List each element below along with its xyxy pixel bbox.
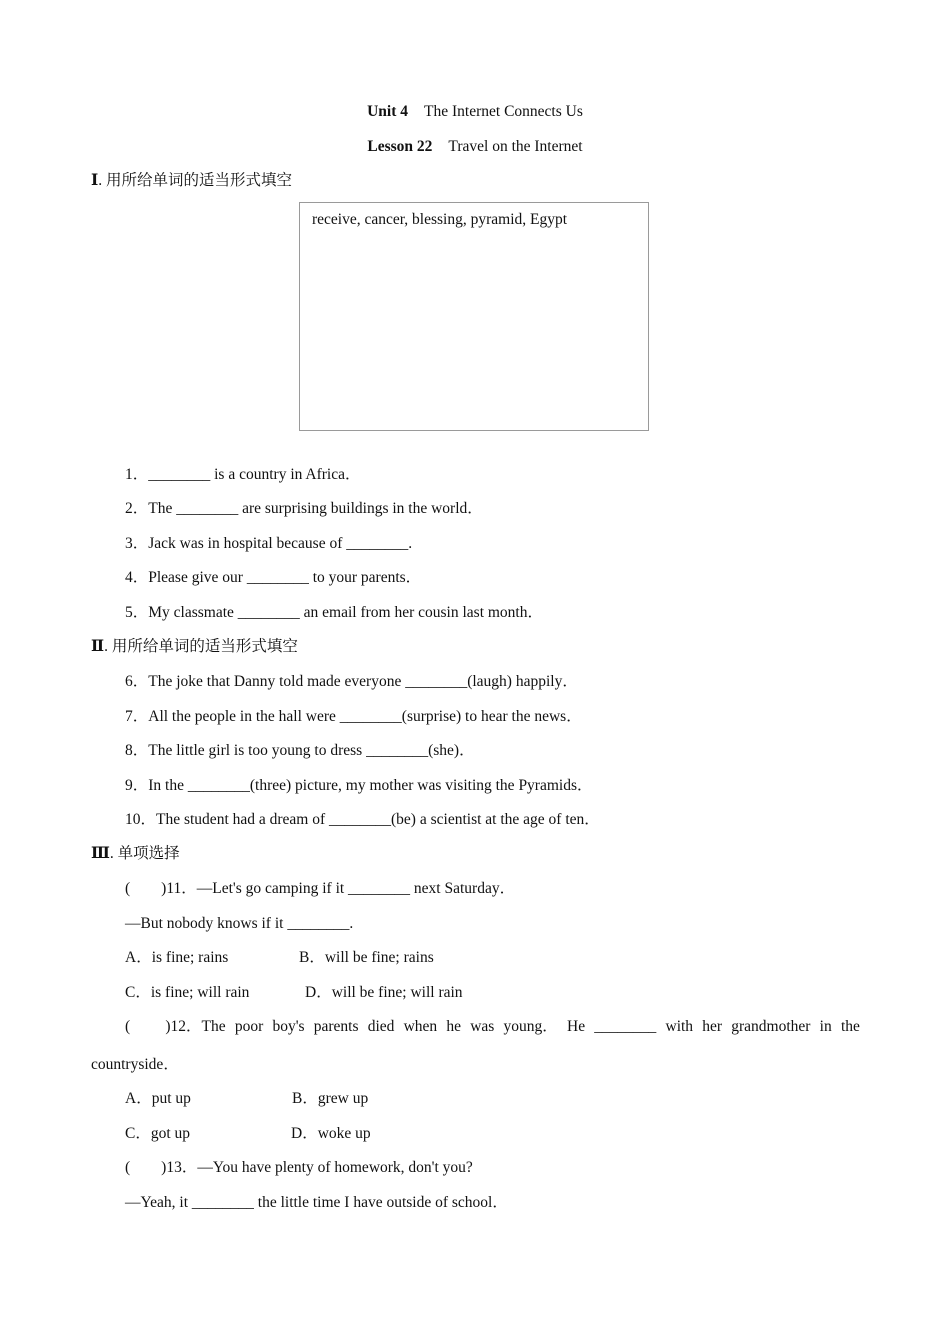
lesson-heading — [0, 137, 950, 157]
q12-word: grandmother — [731, 1018, 811, 1035]
unit-heading — [0, 102, 950, 122]
word-bank-box — [299, 202, 649, 431]
q12-word: parents — [313, 1018, 359, 1035]
section-2-heading — [91, 637, 298, 657]
lesson-title: Travel on the Internet — [448, 138, 583, 155]
question-12-prompt — [125, 1017, 860, 1037]
question-9: 9．In the ________(three) picture, my mother was visiting the Pyramids． — [125, 777, 593, 794]
unit-label: Unit 4 — [367, 103, 409, 120]
question-4: 4．Please give our ________ to your parents． — [125, 569, 422, 586]
q12-word: her — [702, 1018, 723, 1035]
section-3-title: . 单项选择 — [109, 845, 180, 862]
question-1: 1．________ is a country in Africa． — [125, 466, 361, 483]
q12-word: died — [367, 1018, 395, 1035]
q12-word: poor — [234, 1018, 264, 1035]
question-11-reply: —But nobody knows if it ________. — [125, 915, 354, 932]
question-7: 7．All the people in the hall were ________(surprise) to hear the news． — [125, 708, 582, 725]
q12-word: )12．The — [165, 1018, 226, 1035]
question-11-prompt: ( )11．—Let's go camping if it ________ next Saturday． — [125, 880, 516, 897]
question-8: 8．The little girl is too young to dress ________(she)． — [125, 742, 475, 759]
question-11-option-d: D．will be fine; will rain — [305, 984, 463, 1001]
word-bank-text: receive, cancer, blessing, pyramid, Egypt — [312, 211, 568, 228]
lesson-label: Lesson 22 — [367, 138, 433, 155]
section-3-numeral: Ⅲ — [91, 845, 110, 862]
question-10: 10．The student had a dream of ________(be) a scientist at the age of ten． — [125, 811, 600, 828]
section-1-heading — [91, 171, 292, 191]
q12-word: when — [403, 1018, 438, 1035]
question-13-prompt: ( )13．—You have plenty of homework, don't you? — [125, 1159, 473, 1176]
unit-title: The Internet Connects Us — [424, 103, 583, 120]
q12-word: with — [665, 1018, 694, 1035]
question-11-option-a: A．is fine; rains — [125, 949, 229, 966]
q12-word: young． — [503, 1018, 558, 1035]
question-12-option-d: D．woke up — [291, 1125, 371, 1142]
question-12-continuation: countryside． — [91, 1056, 179, 1073]
q12-word: in — [819, 1018, 832, 1035]
section-2-numeral: Ⅱ — [91, 638, 105, 655]
question-3: 3．Jack was in hospital because of ________. — [125, 535, 413, 552]
section-1-numeral: Ⅰ — [91, 172, 99, 189]
q12-word: ________ — [594, 1018, 657, 1035]
section-1-title: . 用所给单词的适当形式填空 — [98, 172, 293, 189]
question-12-option-b: B．grew up — [292, 1090, 369, 1107]
q12-word: the — [840, 1018, 860, 1035]
section-2-title: . 用所给单词的适当形式填空 — [104, 638, 298, 655]
q12-word: was — [470, 1018, 495, 1035]
question-11-option-b: B．will be fine; rains — [299, 949, 434, 966]
question-12-option-a: A．put up — [125, 1090, 191, 1107]
q12-word: He — [567, 1018, 586, 1035]
q12-word: ( — [125, 1018, 131, 1035]
question-12-option-c: C．got up — [125, 1125, 191, 1142]
q12-word: boy's — [272, 1018, 305, 1035]
question-11-option-c: C．is fine; will rain — [125, 984, 250, 1001]
question-5: 5．My classmate ________ an email from her cousin last month． — [125, 604, 543, 621]
question-6: 6．The joke that Danny told made everyone ________(laugh) happily． — [125, 673, 578, 690]
question-13-reply: —Yeah, it ________ the little time I have outside of school． — [125, 1194, 508, 1211]
question-2: 2．The ________ are surprising buildings in the world． — [125, 500, 483, 517]
q12-word: he — [446, 1018, 462, 1035]
section-3-heading — [91, 844, 180, 864]
